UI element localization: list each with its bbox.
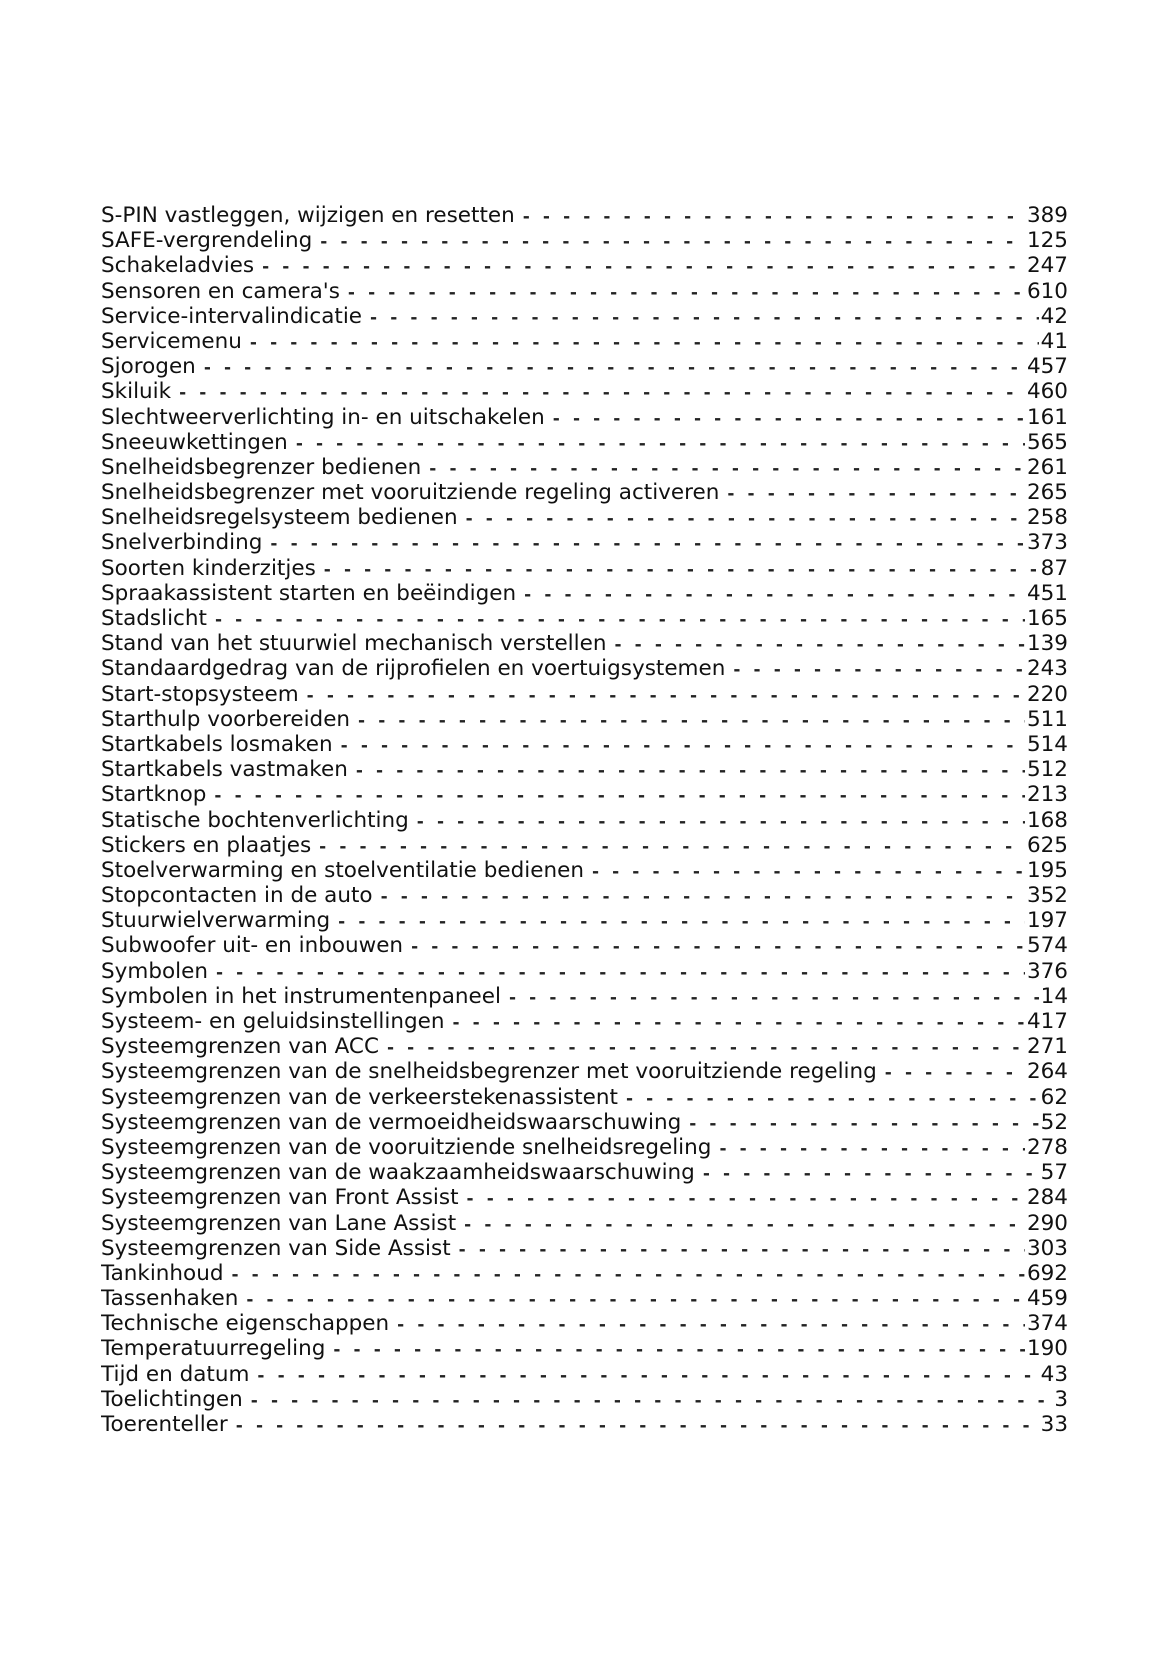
index-entry bbox=[101, 858, 1068, 883]
index-page-number: 139 bbox=[1026, 631, 1068, 657]
index-term: Symbolen in het instrumentenpaneel bbox=[101, 983, 501, 1009]
index-page-number: 451 bbox=[1026, 580, 1068, 606]
index-page-number: 511 bbox=[1026, 706, 1068, 732]
index-page-number: 3 bbox=[1054, 1386, 1068, 1412]
index-page-number: 352 bbox=[1026, 883, 1068, 909]
dot-leader bbox=[467, 1187, 1025, 1210]
index-page-number: 261 bbox=[1026, 454, 1068, 480]
dot-leader bbox=[216, 961, 1025, 984]
index-entry bbox=[101, 631, 1068, 656]
index-term: Snelverbinding bbox=[101, 530, 263, 556]
dot-leader bbox=[553, 407, 1025, 430]
dot-leader bbox=[459, 1238, 1025, 1261]
index-page-number: 87 bbox=[1040, 555, 1068, 581]
dot-leader bbox=[270, 532, 1025, 555]
index-entry bbox=[101, 1362, 1068, 1387]
index-term: Temperatuurregeling bbox=[101, 1336, 326, 1362]
dot-leader bbox=[509, 986, 1039, 1009]
dot-leader bbox=[333, 1338, 1025, 1361]
index-page-number: 692 bbox=[1026, 1260, 1068, 1286]
dot-leader bbox=[358, 709, 1025, 732]
index-term: Systeemgrenzen van de vooruitziende snelheidsregeling bbox=[101, 1134, 712, 1160]
index-page-number: 460 bbox=[1026, 379, 1068, 405]
dot-leader bbox=[464, 1213, 1025, 1236]
index-entry bbox=[101, 505, 1068, 530]
index-page-number: 459 bbox=[1026, 1286, 1068, 1312]
index-term: Systeemgrenzen van de vermoeidheidswaarschuwing bbox=[101, 1109, 682, 1135]
index-term: Tankinhoud bbox=[101, 1260, 224, 1286]
index-page-number: 43 bbox=[1040, 1361, 1068, 1387]
index-page-number: 168 bbox=[1026, 807, 1068, 833]
index-entry bbox=[101, 430, 1068, 455]
dot-leader bbox=[338, 910, 1025, 933]
index-page-number: 258 bbox=[1026, 505, 1068, 531]
index-term: Systeemgrenzen van Front Assist bbox=[101, 1185, 459, 1211]
index-page-number: 264 bbox=[1026, 1059, 1068, 1085]
index-term: Systeemgrenzen van ACC bbox=[101, 1034, 379, 1060]
index-term: Stadslicht bbox=[101, 606, 207, 631]
index-entry bbox=[101, 682, 1068, 707]
dot-leader bbox=[204, 356, 1025, 379]
index-entry bbox=[101, 581, 1068, 606]
dot-leader bbox=[524, 583, 1025, 606]
index-term: Sjorogen bbox=[101, 354, 196, 380]
dot-leader bbox=[341, 734, 1025, 757]
dot-leader bbox=[411, 935, 1025, 958]
index-entry bbox=[101, 203, 1068, 228]
index-term: Spraakassistent starten en beëindigen bbox=[101, 580, 517, 606]
index-entry bbox=[101, 530, 1068, 555]
dot-leader bbox=[296, 432, 1025, 455]
index-page-number: 220 bbox=[1026, 681, 1068, 707]
dot-leader bbox=[370, 306, 1039, 329]
index-term: Tassenhaken bbox=[101, 1286, 239, 1312]
index-term: Soorten kinderzitjes bbox=[101, 555, 316, 581]
index-term: Startkabels vastmaken bbox=[101, 757, 348, 783]
index-term: Technische eigenschappen bbox=[101, 1311, 390, 1337]
dot-leader bbox=[214, 784, 1025, 807]
index-entry bbox=[101, 883, 1068, 908]
index-entry bbox=[101, 556, 1068, 581]
index-page-number: 213 bbox=[1026, 782, 1068, 808]
index-page-number: 278 bbox=[1026, 1134, 1068, 1160]
index-entry bbox=[101, 1009, 1068, 1034]
index-term: Stopcontacten in de auto bbox=[101, 883, 373, 909]
index-term: Snelheidsbegrenzer bedienen bbox=[101, 454, 422, 480]
index-entry bbox=[101, 959, 1068, 984]
dot-leader bbox=[626, 1087, 1039, 1110]
index-page-number: 625 bbox=[1026, 832, 1068, 858]
index-page-number: 195 bbox=[1026, 857, 1068, 883]
index-entry bbox=[101, 329, 1068, 354]
dot-leader bbox=[250, 331, 1039, 354]
dot-leader bbox=[231, 1263, 1024, 1286]
index-entry bbox=[101, 656, 1068, 681]
dot-leader bbox=[592, 860, 1025, 883]
dot-leader bbox=[262, 255, 1025, 278]
index-term: Systeemgrenzen van de verkeerstekenassistent bbox=[101, 1084, 618, 1110]
index-page-number: 565 bbox=[1026, 429, 1068, 455]
index-entry bbox=[101, 782, 1068, 807]
index-term: Service-intervalindicatie bbox=[101, 303, 363, 329]
index-entry bbox=[101, 379, 1068, 404]
index-page-number: 14 bbox=[1040, 983, 1068, 1009]
dot-leader bbox=[719, 1137, 1025, 1160]
index-term: Stickers en plaatjes bbox=[101, 832, 312, 858]
index-entry bbox=[101, 354, 1068, 379]
dot-leader bbox=[319, 835, 1025, 858]
index-entry bbox=[101, 757, 1068, 782]
index-entry bbox=[101, 732, 1068, 757]
index-term: Skiluik bbox=[101, 379, 172, 405]
index-entry bbox=[101, 253, 1068, 278]
index-entry bbox=[101, 455, 1068, 480]
index-page-number: 512 bbox=[1026, 757, 1068, 783]
index-page-number: 247 bbox=[1026, 253, 1068, 279]
index-entry bbox=[101, 908, 1068, 933]
dot-leader bbox=[257, 1364, 1038, 1387]
index-term: Systeem- en geluidsinstellingen bbox=[101, 1009, 445, 1034]
index-term: Stand van het stuurwiel mechanisch verstellen bbox=[101, 631, 607, 657]
index-page-number: 197 bbox=[1026, 908, 1068, 934]
index-page-number: 125 bbox=[1026, 228, 1068, 254]
index-page-number: 514 bbox=[1026, 731, 1068, 757]
dot-leader bbox=[453, 1011, 1025, 1034]
index-page-number: 373 bbox=[1026, 530, 1068, 556]
index-page-number: 457 bbox=[1026, 354, 1068, 380]
dot-leader bbox=[733, 658, 1025, 681]
index-entry bbox=[101, 304, 1068, 329]
index-term: Sensoren en camera's bbox=[101, 278, 340, 304]
index-list bbox=[101, 203, 1068, 1437]
index-entry bbox=[101, 984, 1068, 1009]
index-entry bbox=[101, 1211, 1068, 1236]
index-entry bbox=[101, 1085, 1068, 1110]
index-term: Symbolen bbox=[101, 958, 208, 984]
index-term: Schakeladvies bbox=[101, 253, 255, 279]
index-page-number: 374 bbox=[1026, 1311, 1068, 1337]
index-page-number: 42 bbox=[1040, 303, 1068, 329]
dot-leader bbox=[397, 1313, 1025, 1336]
dot-leader bbox=[246, 1288, 1025, 1311]
index-entry bbox=[101, 933, 1068, 958]
index-term: Standaardgedrag van de rijprofielen en voertuigsystemen bbox=[101, 656, 726, 682]
index-page-number: 290 bbox=[1026, 1210, 1068, 1236]
index-entry bbox=[101, 1110, 1068, 1135]
index-term: Systeemgrenzen van de waakzaamheidswaarschuwing bbox=[101, 1160, 695, 1186]
index-term: Statische bochtenverlichting bbox=[101, 807, 409, 833]
index-entry bbox=[101, 1412, 1068, 1437]
index-term: Snelheidsregelsysteem bedienen bbox=[101, 505, 458, 531]
index-entry bbox=[101, 1336, 1068, 1361]
index-page-number: 165 bbox=[1026, 606, 1068, 631]
index-term: Systeemgrenzen van Lane Assist bbox=[101, 1210, 457, 1236]
index-entry bbox=[101, 1236, 1068, 1261]
dot-leader bbox=[885, 1061, 1025, 1084]
index-entry bbox=[101, 1387, 1068, 1412]
index-term: Startknop bbox=[101, 782, 207, 808]
index-term: S-PIN vastleggen, wijzigen en resetten bbox=[101, 203, 515, 228]
index-entry bbox=[101, 228, 1068, 253]
index-page-number: 271 bbox=[1026, 1034, 1068, 1060]
dot-leader bbox=[324, 558, 1039, 581]
index-entry bbox=[101, 1286, 1068, 1311]
index-entry bbox=[101, 1034, 1068, 1059]
index-term: SAFE-vergrendeling bbox=[101, 228, 313, 254]
index-page-number: 284 bbox=[1026, 1185, 1068, 1211]
index-term: Tijd en datum bbox=[101, 1361, 250, 1387]
dot-leader bbox=[703, 1162, 1039, 1185]
index-page-number: 41 bbox=[1040, 328, 1068, 354]
dot-leader bbox=[356, 759, 1025, 782]
index-entry bbox=[101, 1311, 1068, 1336]
index-entry bbox=[101, 808, 1068, 833]
dot-leader bbox=[417, 810, 1025, 833]
index-entry bbox=[101, 833, 1068, 858]
index-term: Slechtweerverlichting in- en uitschakelen bbox=[101, 404, 545, 430]
index-term: Toerenteller bbox=[101, 1412, 228, 1437]
index-term: Systeemgrenzen van Side Assist bbox=[101, 1235, 451, 1261]
index-entry bbox=[101, 480, 1068, 505]
dot-leader bbox=[179, 381, 1025, 404]
index-page-number: 57 bbox=[1040, 1160, 1068, 1186]
index-term: Sneeuwkettingen bbox=[101, 429, 288, 455]
index-entry bbox=[101, 606, 1068, 631]
index-entry bbox=[101, 1160, 1068, 1185]
index-term: Start-stopsysteem bbox=[101, 681, 299, 707]
index-term: Stoelverwarming en stoelventilatie bedienen bbox=[101, 857, 584, 883]
index-page-number: 265 bbox=[1026, 480, 1068, 506]
index-page-number: 417 bbox=[1026, 1009, 1068, 1034]
dot-leader bbox=[381, 885, 1025, 908]
index-page-number: 190 bbox=[1026, 1336, 1068, 1362]
index-page-number: 243 bbox=[1026, 656, 1068, 682]
dot-leader bbox=[387, 1036, 1025, 1059]
index-entry bbox=[101, 279, 1068, 304]
index-page-number: 389 bbox=[1026, 203, 1068, 228]
dot-leader bbox=[348, 281, 1025, 304]
index-page-number: 62 bbox=[1040, 1084, 1068, 1110]
index-entry bbox=[101, 707, 1068, 732]
dot-leader bbox=[689, 1112, 1038, 1135]
index-term: Starthulp voorbereiden bbox=[101, 706, 351, 732]
index-entry bbox=[101, 1135, 1068, 1160]
dot-leader bbox=[236, 1414, 1039, 1437]
index-page-number: 33 bbox=[1040, 1412, 1068, 1437]
index-page-number: 161 bbox=[1026, 404, 1068, 430]
index-term: Servicemenu bbox=[101, 328, 242, 354]
index-page-number: 574 bbox=[1026, 933, 1068, 959]
index-page-number: 52 bbox=[1040, 1109, 1068, 1135]
index-page-number: 610 bbox=[1026, 278, 1068, 304]
index-term: Toelichtingen bbox=[101, 1386, 243, 1412]
dot-leader bbox=[614, 633, 1024, 656]
index-entry bbox=[101, 405, 1068, 430]
index-term: Snelheidsbegrenzer met vooruitziende regeling activeren bbox=[101, 480, 720, 506]
dot-leader bbox=[466, 507, 1025, 530]
index-page-number: 303 bbox=[1026, 1235, 1068, 1261]
dot-leader bbox=[251, 1389, 1053, 1412]
index-term: Stuurwielverwarming bbox=[101, 908, 331, 934]
dot-leader bbox=[429, 457, 1025, 480]
dot-leader bbox=[215, 608, 1025, 631]
index-entry bbox=[101, 1261, 1068, 1286]
index-entry bbox=[101, 1059, 1068, 1084]
index-term: Startkabels losmaken bbox=[101, 731, 333, 757]
index-entry bbox=[101, 1185, 1068, 1210]
index-term: Systeemgrenzen van de snelheidsbegrenzer met vooruitziende regeling bbox=[101, 1059, 877, 1085]
dot-leader bbox=[523, 205, 1025, 228]
index-term: Subwoofer uit- en inbouwen bbox=[101, 933, 404, 959]
index-page-number: 376 bbox=[1026, 958, 1068, 984]
dot-leader bbox=[307, 684, 1025, 707]
dot-leader bbox=[320, 230, 1025, 253]
dot-leader bbox=[727, 482, 1025, 505]
